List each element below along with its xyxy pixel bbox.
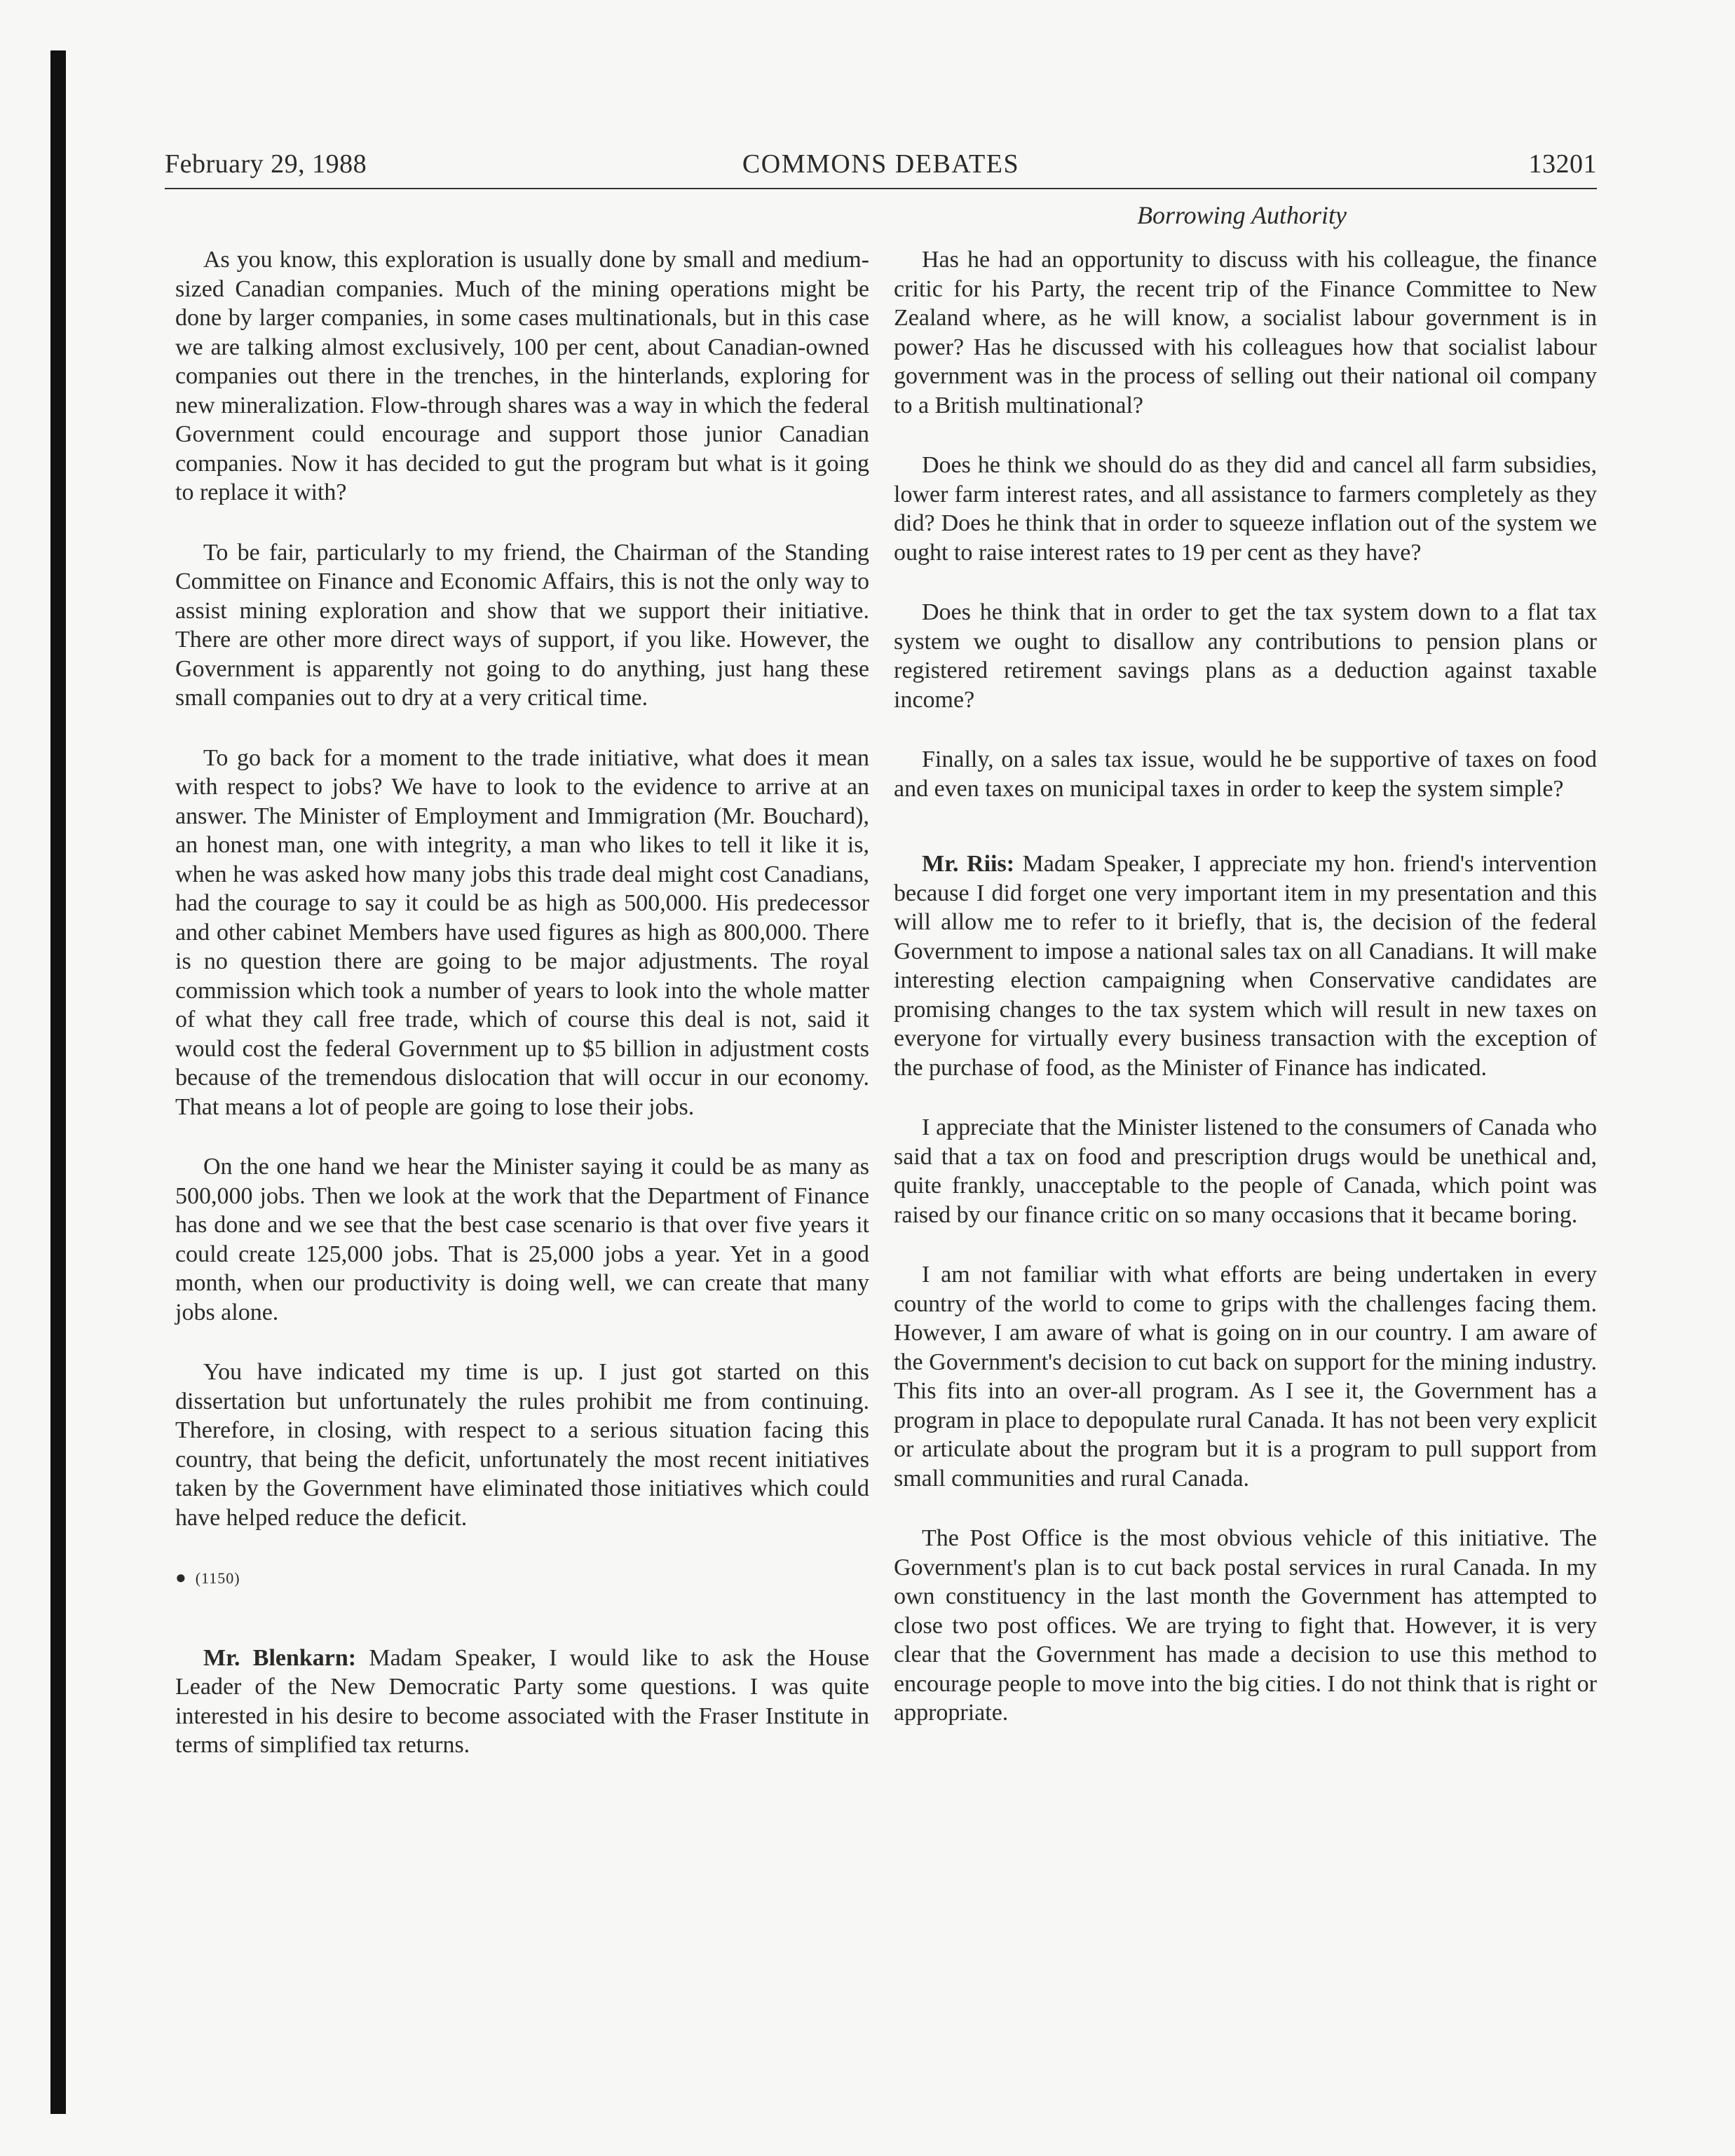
time-marker [175, 1563, 869, 1593]
header-page-number: 13201 [1528, 149, 1597, 179]
paragraph: I appreciate that the Minister listened to the consumers of Canada who said that a tax on food and prescription drugs would be unethical and, quite frankly, unacceptable to the people of Canada, which point was raised by our finance critic on so many occasions that it became boring. [894, 1114, 1597, 1228]
paragraph: Has he had an opportunity to discuss with his colleague, the finance critic for his Party, the recent trip of the Finance Committee to New Zealand where, as he will know, a socialist labour government is in power? Has he discussed with his colleagues how that socialist labour government was in the process of selling out their national oil company to a British multinational? [894, 247, 1597, 418]
speech-text: Madam Speaker, I would like to ask the House Leader of the New Democratic Party some questions. I was quite interested in his desire to become associated with the Fraser Institute in terms of simplified tax returns. [175, 1644, 869, 1758]
speaker-paragraph [175, 1644, 869, 1760]
paragraph: On the one hand we hear the Minister saying it could be as many as 500,000 jobs. Then we look at the work that the Department of Finance has done and we see that the best case scenario is that over five years it could create 125,000 jobs. That is 25,000 jobs a year. Yet in a good month, when our productivity is doing well, we can create that many jobs alone. [175, 1154, 869, 1325]
paragraph: I am not familiar with what efforts are being undertaken in every country of the world to come to grips with the challenges facing them. However, I am aware of what is going on in our country. I am aware of the Government's decision to cut back on support for the mining industry. This fits into an over-all program. As I see it, the Government has a program in place to depopulate rural Canada. It has not been very explicit or articulate about the program but it is a program to pull support from small communities and rural Canada. [894, 1262, 1597, 1492]
time-marker-text: (1150) [195, 1569, 240, 1587]
header-date: February 29, 1988 [165, 149, 367, 179]
paragraph: Does he think we should do as they did and cancel all farm subsidies, lower farm interest rates, and all assistance to farmers completely as they did? Does he think that in order to squeeze inflation out of the system we ought to raise interest rates to 19 per cent as they have? [894, 452, 1597, 566]
paragraph: As you know, this exploration is usually done by small and medium-sized Canadian companies. Much of the mining operations might be done by larger companies, in some cases multinationals, but in this case we are talking almost exclusively, 100 per cent, about Canadian-owned companies out there in the trenches, in the hinterlands, exploring for new mineralization. Flow-through shares was a way in which the federal Government could encourage and support those junior Canadian companies. Now it has decided to gut the program but what is it going to replace it with? [175, 247, 869, 505]
speech-text: Madam Speaker, I appreciate my hon. friend's intervention because I did forget one very important item in my presentation and this will allow me to refer to it briefly, that is, the decision of the federal Government to impose a national sales tax on all Canadians. It will make interesting election campaigning when Conservative candidates are promising changes to the tax system which will result in new taxes on everyone for virtually every business transaction with the exception of the purchase of food, as the Minister of Finance has indicated. [894, 851, 1598, 1081]
speaker-name: Mr. Blenkarn: [203, 1644, 357, 1671]
paragraph: To be fair, particularly to my friend, the Chairman of the Standing Committee on Finance and Economic Affairs, this is not the only way to assist mining exploration and show that we support their initiative. There are other more direct ways of support, if you like. However, the Government is apparently not going to do anything, just hang these small companies out to dry at a very critical time. [175, 539, 869, 711]
page-header [165, 149, 1597, 189]
paragraph: Finally, on a sales tax issue, would he be supportive of taxes on food and even taxes on municipal taxes in order to keep the system simple? [894, 746, 1597, 802]
section-heading: Borrowing Authority [1136, 201, 1347, 229]
paragraph: You have indicated my time is up. I just got started on this dissertation but unfortunately the rules prohibit me from continuing. Therefore, in closing, with respect to a serious situation facing this country, that being the deficit, unfortunately the most recent initiatives taken by the Government have eliminated those initiatives which could have helped reduce the deficit. [175, 1359, 869, 1531]
document-page [165, 149, 1598, 1758]
paragraph: Does he think that in order to get the tax system down to a flat tax system we ought to disallow any contributions to pension plans or registered retirement savings plans as a deduction against taxable income? [894, 599, 1597, 713]
bullet-icon: ● [175, 1567, 187, 1588]
paragraph: To go back for a moment to the trade initiative, what does it mean with respect to jobs? We have to look to the evidence to arrive at an answer. The Minister of Employment and Immigration (Mr. Bouchard), an honest man, one with integrity, a man who likes to tell it like it is, when he was asked how many jobs this trade deal might cost Canadians, had the courage to say it could be as high as 500,000. His predecessor and other cabinet Members have used figures as high as 800,000. There is no question there are going to be major adjustments. The royal commission which took a number of years to look into the whole matter of what they call free trade, which of course this deal is not, said it would cost the federal Government up to $5 billion in adjustment costs because of the tremendous dislocation that will occur in our economy. That means a lot of people are going to lose their jobs. [175, 744, 869, 1120]
right-column [894, 245, 1597, 1759]
paragraph: The Post Office is the most obvious vehicle of this initiative. The Government's plan is to cut back postal services in rural Canada. In my own constituency in the last month the Government has attempted to close two post offices. We are trying to fight that. However, it is very clear that the Government has made a decision to use this method to encourage people to move into the big cities. I do not think that is right or appropriate. [894, 1525, 1597, 1726]
header-title: COMMONS DEBATES [742, 149, 1020, 179]
scan-edge-bar [50, 50, 66, 2114]
speaker-paragraph [894, 850, 1597, 1082]
left-column [175, 245, 869, 1791]
speaker-name: Mr. Riis: [922, 851, 1015, 877]
